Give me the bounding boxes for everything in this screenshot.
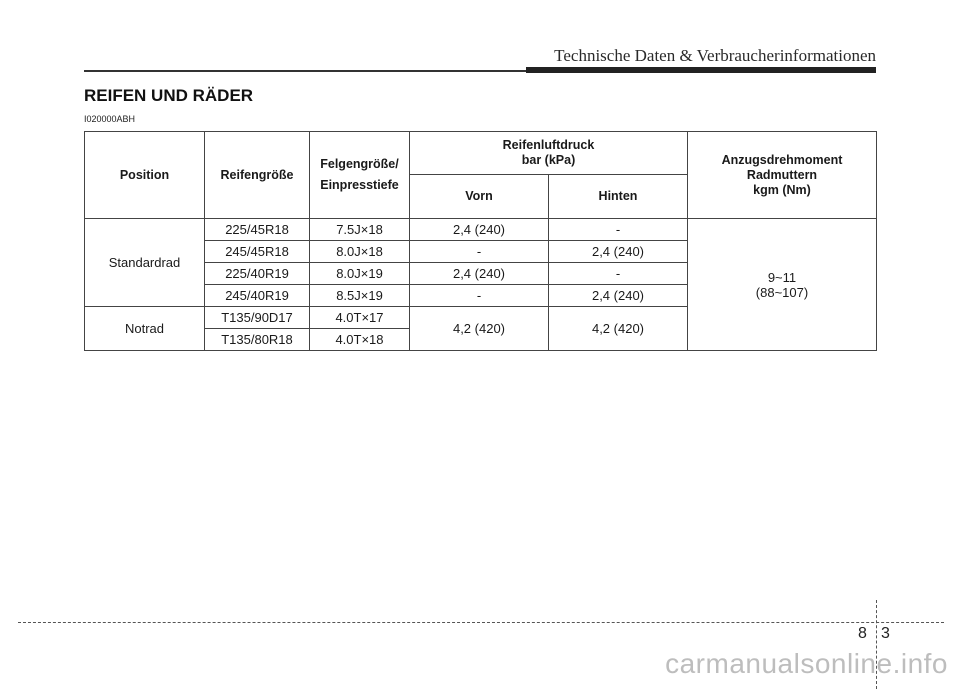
header-torque-line3: kgm (Nm) xyxy=(753,182,811,197)
header-rim-size-line2: Einpresstiefe xyxy=(320,178,399,192)
header-torque-line1: Anzugsdrehmoment xyxy=(721,152,843,167)
front-pressure-cell: - xyxy=(410,241,549,263)
rear-pressure-cell: 2,4 (240) xyxy=(549,241,688,263)
header-pressure xyxy=(410,132,688,175)
watermark: carmanualsonline.info xyxy=(665,648,948,679)
header-title: Technische Daten & Verbraucherinformationen xyxy=(554,46,876,65)
tire-size-cell: 245/45R18 xyxy=(205,241,310,263)
torque-value-kgm: 9~11 xyxy=(767,269,797,285)
header-torque-line2: Radmuttern xyxy=(746,167,818,182)
tire-size-cell: 225/40R19 xyxy=(205,263,310,285)
header-rear: Hinten xyxy=(549,175,688,219)
tire-size-cell: T135/90D17 xyxy=(205,307,310,329)
reference-code: I020000ABH xyxy=(84,114,136,124)
front-pressure-cell: 4,2 (420) xyxy=(410,307,549,351)
rim-size-cell: 8.5J×19 xyxy=(310,285,410,307)
rear-pressure-cell: - xyxy=(549,263,688,285)
header-torque xyxy=(688,132,877,219)
rim-size-cell: 8.0J×19 xyxy=(310,263,410,285)
header-tire-size: Reifengröße xyxy=(205,132,310,219)
footer-divider xyxy=(18,622,944,623)
position-spare: Notrad xyxy=(85,307,205,351)
front-pressure-cell: - xyxy=(410,285,549,307)
rear-pressure-cell: - xyxy=(549,219,688,241)
header-pressure-line2: bar (kPa) xyxy=(521,153,576,167)
tire-wheel-table xyxy=(84,131,877,351)
front-pressure-cell: 2,4 (240) xyxy=(410,263,549,285)
tire-size-cell: 245/40R19 xyxy=(205,285,310,307)
rim-size-cell: 4.0T×17 xyxy=(310,307,410,329)
rim-size-cell: 7.5J×18 xyxy=(310,219,410,241)
position-standard: Standardrad xyxy=(85,219,205,307)
torque-value-nm: (88~107) xyxy=(755,284,809,300)
rear-pressure-cell: 4,2 (420) xyxy=(549,307,688,351)
front-pressure-cell: 2,4 (240) xyxy=(410,219,549,241)
header-rim-size xyxy=(310,132,410,219)
page-number: 3 xyxy=(881,625,890,642)
table-row xyxy=(85,219,877,241)
header-position: Position xyxy=(85,132,205,219)
header-front: Vorn xyxy=(410,175,549,219)
header-rule-accent xyxy=(526,67,876,73)
section-title: REIFEN UND RÄDER xyxy=(84,86,254,105)
rear-pressure-cell: 2,4 (240) xyxy=(549,285,688,307)
tire-size-cell: T135/80R18 xyxy=(205,329,310,351)
header-pressure-line1: Reifenluftdruck xyxy=(502,138,595,152)
torque-cell xyxy=(688,219,877,351)
rim-size-cell: 4.0T×18 xyxy=(310,329,410,351)
header-rim-size-line1: Felgengröße/ xyxy=(320,157,399,171)
tire-size-cell: 225/45R18 xyxy=(205,219,310,241)
rim-size-cell: 8.0J×18 xyxy=(310,241,410,263)
chapter-number: 8 xyxy=(858,625,867,642)
